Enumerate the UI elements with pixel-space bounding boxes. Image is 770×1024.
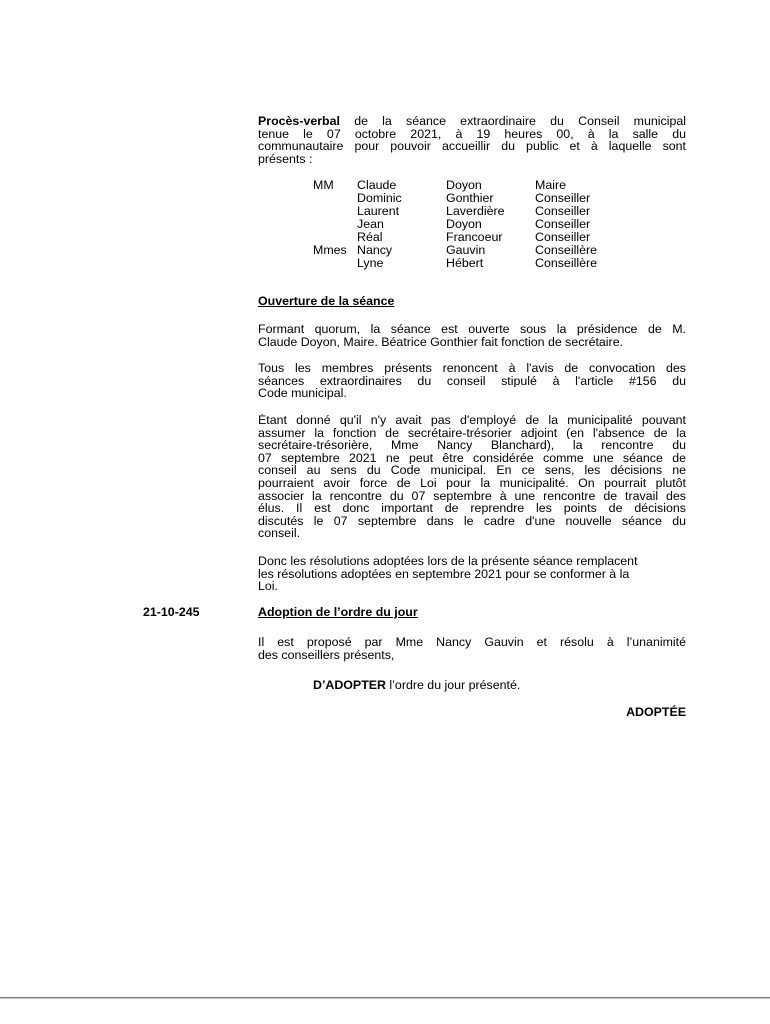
- paragraph-line: assumer la fonction de secrétaire-trésorier adjoint (en l'absence de la: [258, 426, 686, 440]
- attendee-first-name: Claude: [357, 178, 397, 192]
- attendee-last-name: Gauvin: [446, 243, 486, 257]
- page-bottom-border: [0, 997, 770, 999]
- ouverture-paragraph-2: [258, 362, 686, 400]
- intro-paragraph: [258, 115, 686, 165]
- attendee-last-name: Doyon: [446, 178, 482, 192]
- ouverture-paragraph-1: [258, 323, 686, 348]
- resolution-decision: [313, 679, 520, 692]
- paragraph-line: Claude Doyon, Maire. Béatrice Gonthier fait fonction de secrétaire.: [258, 334, 624, 349]
- intro-line: présents :: [258, 151, 313, 166]
- attendee-role: Maire: [535, 178, 566, 192]
- section-heading-adoption: [258, 606, 686, 619]
- section-heading-ouverture: [258, 295, 686, 308]
- attendee-first-name: Jean: [357, 217, 384, 231]
- paragraph-line: Étant donné qu'il n'y avait pas d'employé de la municipalité pouvant: [258, 414, 686, 427]
- resolution-paragraph: [258, 636, 686, 661]
- attendee-first-name: Nancy: [357, 243, 393, 257]
- attendee-role: Conseillère: [535, 256, 597, 270]
- paragraph-line: élus. Il est donc important de reprendre les points de décisions: [258, 502, 686, 515]
- attendee-role: Conseiller: [535, 217, 591, 231]
- attendee-last-name: Doyon: [446, 217, 482, 231]
- resolution-number: 21-10-245: [143, 605, 200, 619]
- paragraph-line: séances extraordinaires du conseil stipulé à l'article #156 du: [258, 374, 686, 388]
- adoption-status: ADOPTÉE: [626, 705, 686, 719]
- section-heading: Ouverture de la séance: [258, 294, 395, 308]
- ouverture-paragraph-4: [258, 555, 686, 593]
- attendee-first-name: Dominic: [357, 191, 402, 205]
- minutes-title: Procès-verbal: [258, 115, 340, 128]
- paragraph-line: 07 septembre 2021 ne peut être considérée comme une séance de: [258, 451, 686, 465]
- decision-text: l’ordre du jour présenté.: [385, 678, 521, 692]
- attendee-role: Conseiller: [535, 191, 591, 205]
- paragraph-line: Formant quorum, la séance est ouverte sous la présidence de M.: [258, 323, 686, 336]
- paragraph-line: conseil.: [258, 526, 301, 541]
- attendee-last-name: Hébert: [446, 256, 484, 270]
- paragraph-line: Loi.: [258, 579, 278, 594]
- attendee-title: Mmes: [313, 243, 347, 257]
- paragraph-line: discutés le 07 septembre dans le cadre d'une nouvelle séance du: [258, 514, 686, 528]
- paragraph-line: des conseillers présents,: [258, 647, 395, 662]
- attendee-last-name: Laverdière: [446, 204, 505, 218]
- paragraph-line: Donc les résolutions adoptées lors de la présente séance remplacent: [258, 554, 638, 568]
- attendee-first-name: Laurent: [357, 204, 400, 218]
- attendee-role: Conseiller: [535, 230, 591, 244]
- paragraph-line: les résolutions adoptées en septembre 2021 pour se conformer à la: [258, 566, 630, 581]
- paragraph-line: Il est proposé par Mme Nancy Gauvin et résolu à l’unanimité: [258, 636, 686, 649]
- paragraph-line: pourraient avoir force de Loi pour la municipalité. On pourrait plutôt: [258, 476, 686, 490]
- attendee-last-name: Gonthier: [446, 191, 494, 205]
- attendee-last-name: Francoeur: [446, 230, 503, 244]
- paragraph-line: Tous les membres présents renoncent à l'avis de convocation des: [258, 362, 686, 375]
- paragraph-line: associer la rencontre du 07 septembre à une rencontre de travail des: [258, 489, 686, 503]
- attendee-first-name: Lyne: [357, 256, 384, 270]
- decision-keyword: D’ADOPTER: [313, 678, 386, 692]
- intro-line: de la séance extraordinaire du Conseil municipal: [354, 115, 686, 128]
- section-heading: Adoption de l’ordre du jour: [258, 605, 418, 619]
- intro-line: communautaire pour pouvoir accueillir du public et à laquelle sont: [258, 140, 686, 153]
- attendee-first-name: Réal: [357, 230, 383, 244]
- paragraph-line: secrétaire-trésorière, Mme Nancy Blanchard), la rencontre du: [258, 439, 686, 452]
- intro-line: tenue le 07 octobre 2021, à 19 heures 00, à la salle du: [258, 127, 686, 141]
- attendee-role: Conseiller: [535, 204, 591, 218]
- attendee-role: Conseillère: [535, 243, 597, 257]
- paragraph-line: conseil au sens du Code municipal. En ce sens, les décisions ne: [258, 464, 686, 477]
- attendee-title: MM: [313, 178, 334, 192]
- ouverture-paragraph-3: [258, 414, 686, 540]
- paragraph-line: Code municipal.: [258, 386, 347, 401]
